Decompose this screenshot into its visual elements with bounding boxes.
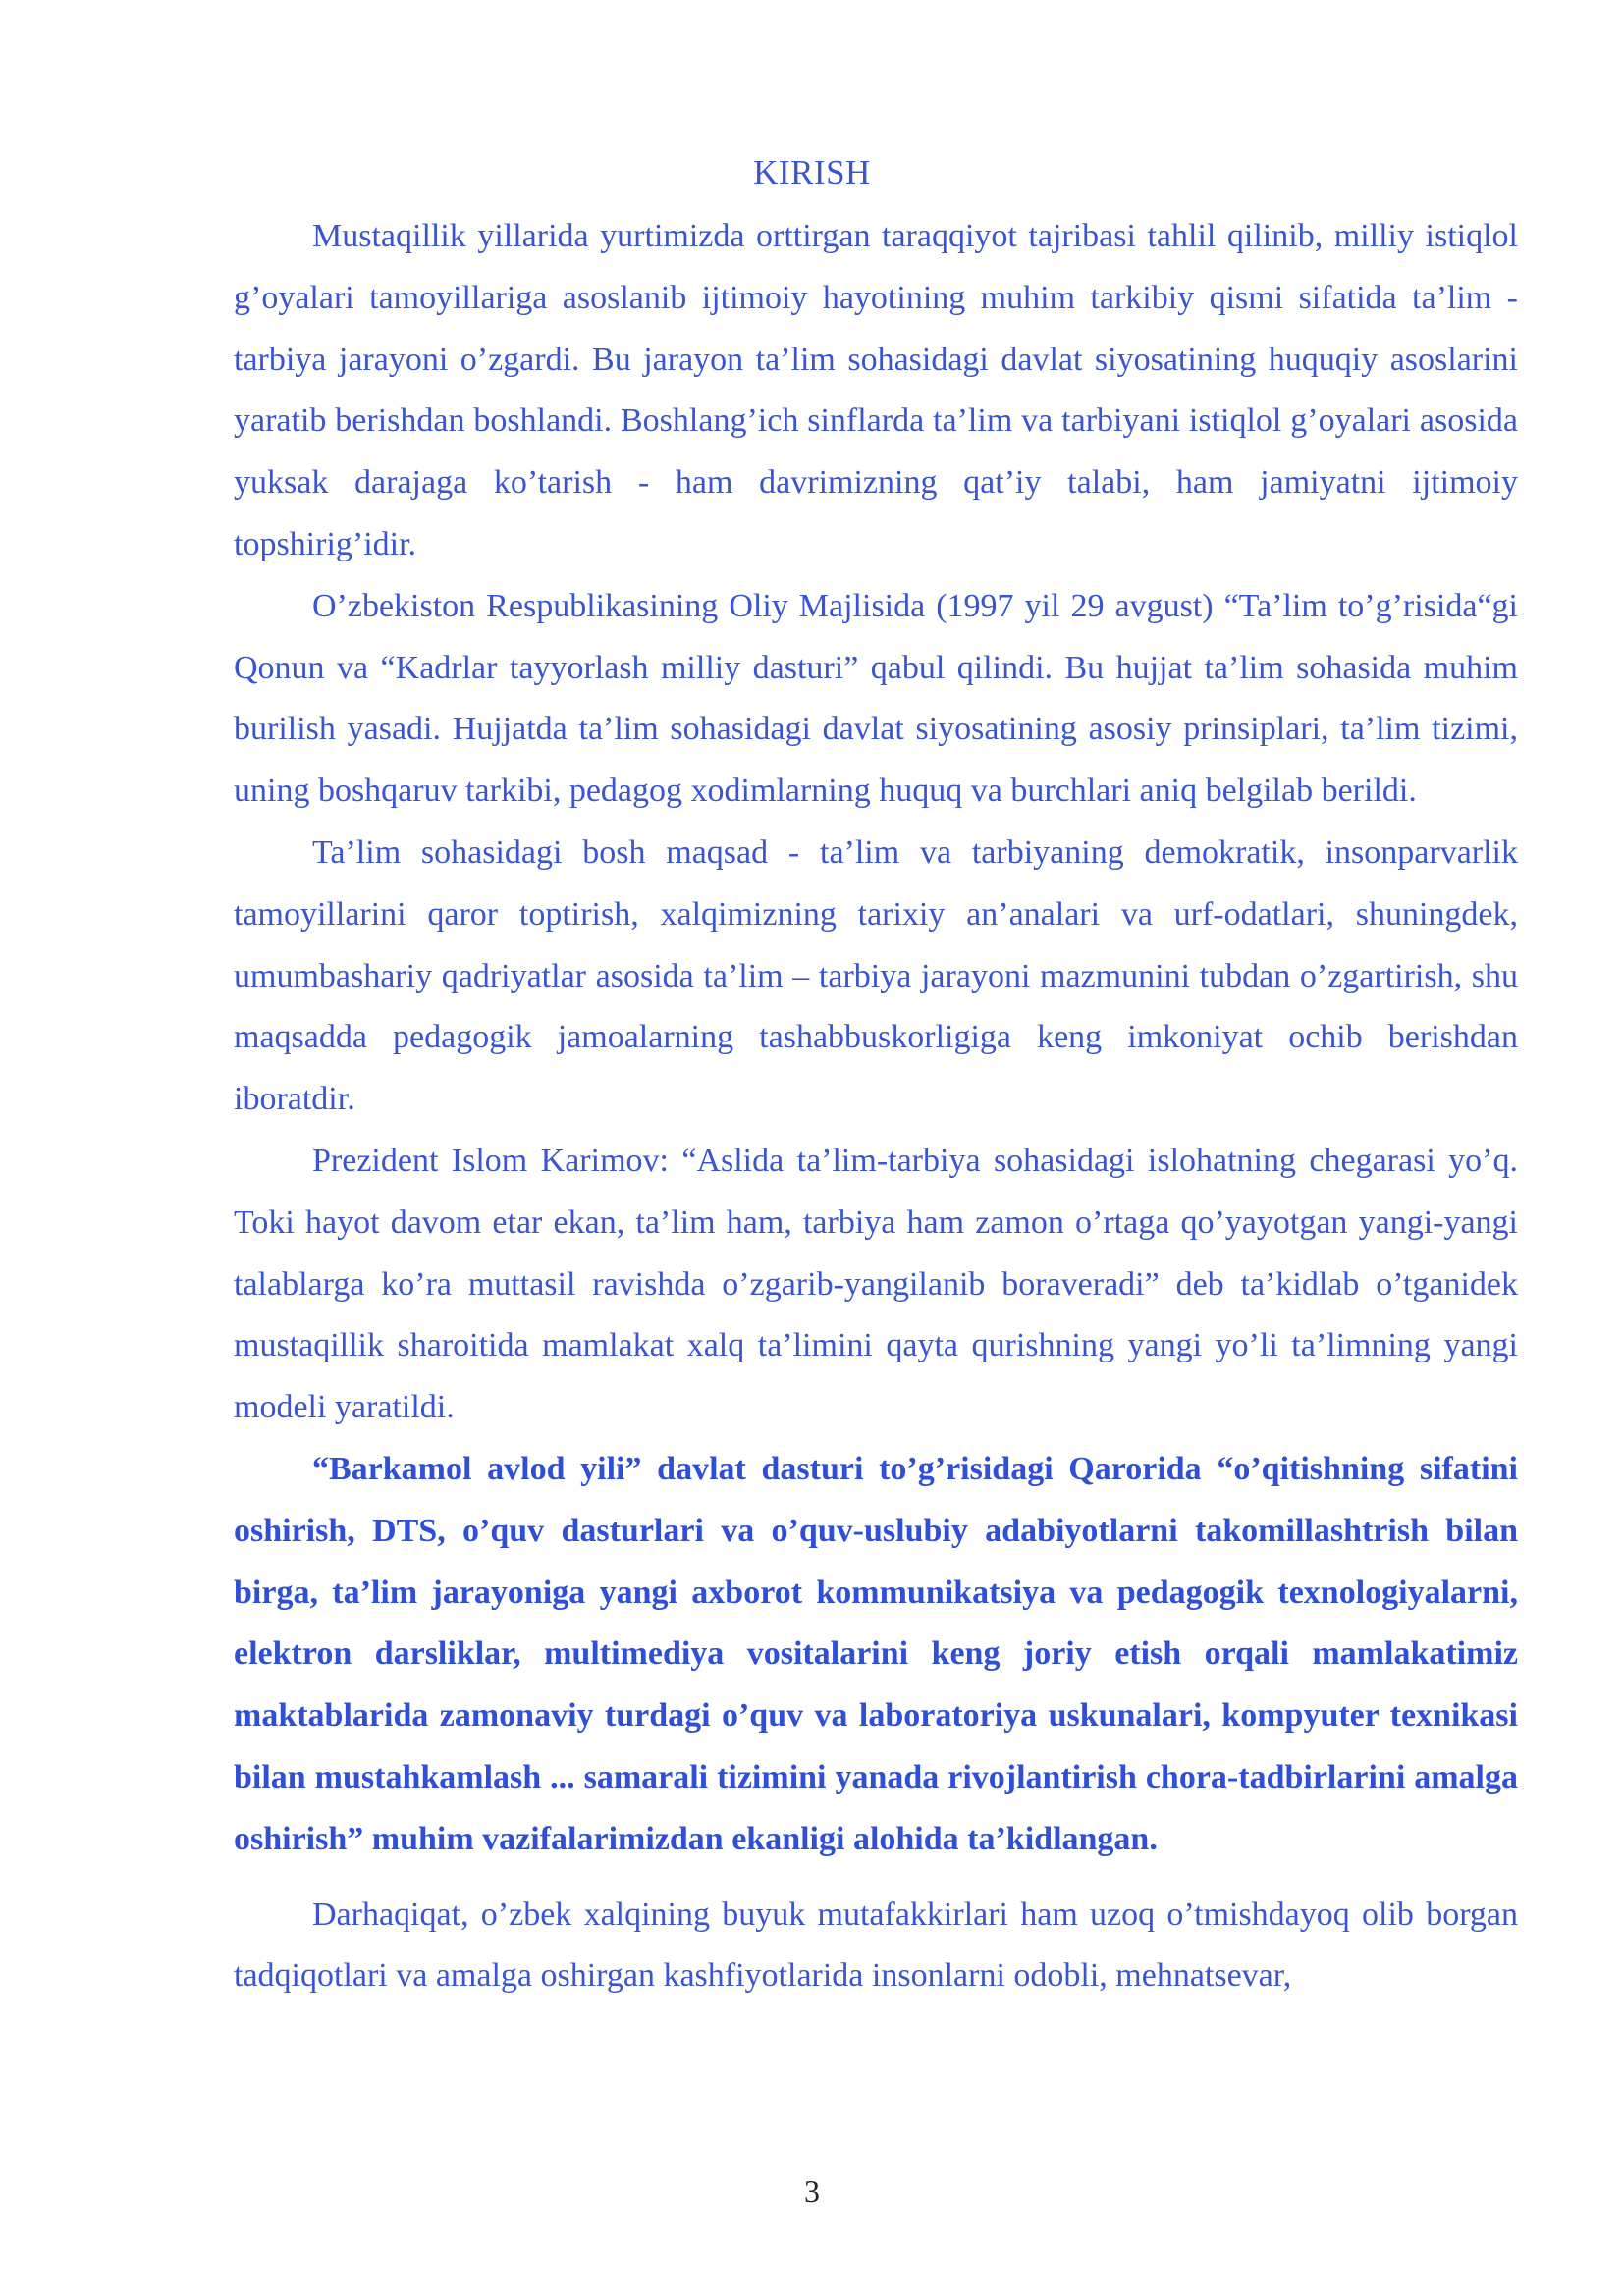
paragraph-intro: Mustaqillik yillarida yurtimizda orttirgan taraqqiyot tajribasi tahlil qilinib, milliy istiqlol g’oyalari tamoyillariga asoslanib ijtimoiy hayotining muhim tarkibiy qismi sifatida ta’lim - tarbiya jarayoni o’zgardi. Bu jarayon ta’lim sohasidagi davlat siyosatining huquqiy asoslarini yaratib berishdan boshlandi. Boshlang’ich sinflarda ta’lim va tarbiyani istiqlol g’oyalari asosida yuksak darajaga ko’tarish - ham davrimizning qat’iy talabi, ham jamiyatni ijtimoiy topshirig’idir.: [234, 218, 1518, 562]
paragraph-law: O’zbekiston Respublikasining Oliy Majlisida (1997 yil 29 avgust) “Ta’lim to’g’risida“gi Qonun va “Kadrlar tayyorlash milliy dasturi” qabul qilindi. Bu hujjat ta’lim sohasida muhim burilish yasadi. Hujjatda ta’lim sohasidagi davlat siyosatining asosiy prinsiplari, ta’lim tizimi, uning boshqaruv tarkibi, pedagog xodimlarning huquq va burchlari aniq belgilab berildi.: [234, 587, 1518, 810]
paragraph-thinkers: Darhaqiqat, o’zbek xalqining buyuk mutafakkirlari ham uzoq o’tmishdayoq olib borgan tadqiqotlari va amalga oshirgan kashfiyotlarida insonlarni odobli, mehnatsevar,: [234, 1896, 1518, 1995]
section-title: KIRISH: [753, 153, 871, 191]
paragraph-president-quote: Prezident Islom Karimov: “Aslida ta’lim-tarbiya sohasidagi islohatning chegarasi yo’q. Toki hayot davom etar ekan, ta’lim ham, tarbiya ham zamon o’rtaga qo’yayotgan yangi-yangi talablarga ko’ra muttasil ravishda o’zgarib-yangilanib boraveradi” deb ta’kidlab o’tganidek mustaqillik sharoitida mamlakat xalq ta’limini qayta qurishning yangi yo’li ta’limning yangi modeli yaratildi.: [234, 1142, 1518, 1426]
page-number: 3: [804, 2173, 820, 2209]
paragraph-goal: Ta’lim sohasidagi bosh maqsad - ta’lim va tarbiyaning demokratik, insonparvarlik tamoyillarini qaror toptirish, xalqimizning tarixiy an’analari va urf-odatlari, shuningdek, umumbashariy qadriyatlar asosida ta’lim – tarbiya jarayoni mazmunini tubdan o’zgartirish, shu maqsadda pedagogik jamoalarning tashabbuskorligiga keng imkoniyat ochib berishdan iboratdir.: [234, 833, 1518, 1118]
paragraph-program-decree: “Barkamol avlod yili” davlat dasturi to’g’risidagi Qarorida “o’qitishning sifatini oshirish, DTS, o’quv dasturlari va o’quv-uslubiy adabiyotlarni takomillashtrish bilan birga, ta’lim jarayoniga yangi axborot kommunikatsiya va pedagogik texnologiyalarni, elektron darsliklar, multimediya vositalarini keng joriy etish orqali mamlakatimiz maktablarida zamonaviy turdagi o’quv va laboratoriya uskunalari, kompyuter texnikasi bilan mustahkamlash ... samarali tizimini yanada rivojlantirish chora-tadbirlarini amalga oshirish” muhim vazifalarimizdan ekanligi alohida ta’kidlangan.: [234, 1450, 1518, 1857]
body-text: [234, 206, 1518, 2007]
